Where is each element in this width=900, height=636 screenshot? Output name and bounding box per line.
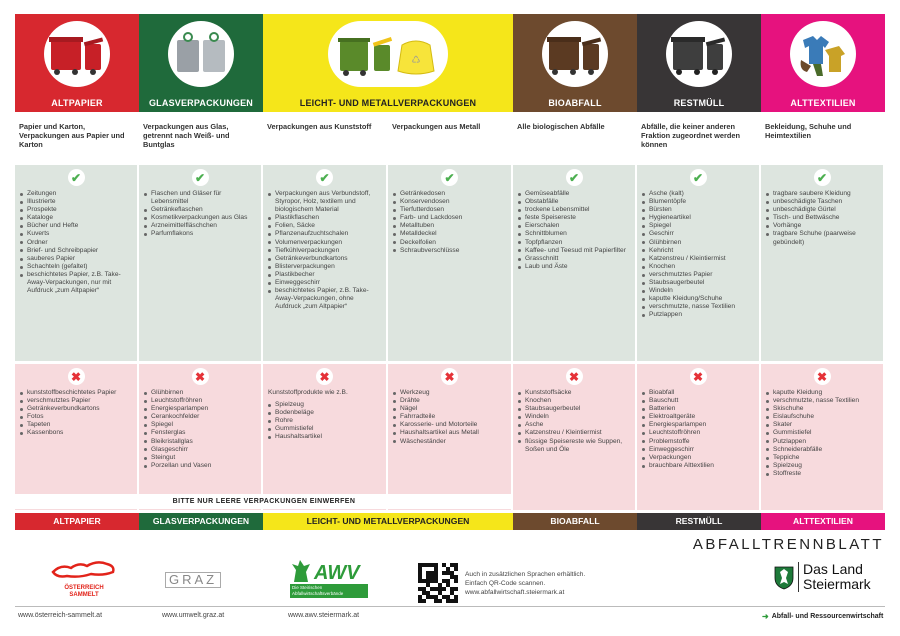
graz-logo[interactable] — [165, 572, 221, 588]
item-list — [268, 401, 381, 441]
header-label: GLASVERPACKUNGEN — [148, 98, 254, 108]
list-item: Folien, Säcke — [268, 222, 381, 230]
list-item: Blumentöpfe — [642, 198, 754, 206]
awv-logo[interactable] — [290, 558, 368, 598]
list-item: Tisch- und Bettwäsche — [766, 214, 878, 222]
list-item: Pflanzenaufzuchtschalen — [268, 230, 381, 238]
item-list — [518, 190, 630, 271]
list-item: Bleikristallglas — [144, 438, 256, 446]
empty-packaging-notice: BITTE NUR LEERE VERPACKUNGEN EINWERFEN — [15, 494, 513, 509]
list-item: Karosserie- und Motorteile — [393, 421, 506, 429]
logo-text: GRAZ — [165, 572, 221, 588]
list-item: Problemstoffe — [642, 438, 754, 446]
list-item: Schnittblumen — [518, 230, 630, 238]
glass-containers-icon — [168, 21, 234, 87]
grey-bins-icon — [666, 21, 732, 87]
list-item: Werkzeug — [393, 389, 506, 397]
header-label: RESTMÜLL — [673, 98, 725, 108]
list-item: kaputte Kleidung — [766, 389, 878, 397]
allowed-column-3 — [388, 165, 511, 361]
allowed-column-6 — [761, 165, 883, 361]
cross-icon: ✖ — [192, 368, 209, 385]
description-glas: Verpackungen aus Glas, getrennt nach Weiß- und Buntglas — [143, 122, 230, 149]
list-item: Verpackungen — [642, 454, 754, 462]
steiermark-logo[interactable] — [774, 562, 871, 592]
page-title: ABFALLTRENNBLATT — [692, 536, 884, 553]
list-item: Obstabfälle — [518, 198, 630, 206]
list-item: sauberes Papier — [20, 255, 132, 263]
description-metall: Verpackungen aus Metall — [392, 122, 481, 131]
list-item: Metalldeckel — [393, 230, 506, 238]
qr-code-icon[interactable] — [418, 563, 458, 603]
list-item: Glühbirnen — [642, 239, 754, 247]
list-item: Spielzeug — [766, 462, 878, 470]
description-bio: Alle biologischen Abfälle — [517, 122, 605, 131]
allowed-column-0 — [15, 165, 137, 361]
list-item: Geschirr — [642, 230, 754, 238]
department-label — [762, 612, 883, 621]
cross-icon: ✖ — [441, 368, 458, 385]
url-oesterreich-sammelt[interactable]: www.österreich-sammelt.at — [18, 612, 103, 619]
list-item: Porzellan und Vasen — [144, 462, 256, 470]
list-item: Knochen — [518, 397, 630, 405]
department-text: Abfall- und Ressourcenwirtschaft — [771, 613, 884, 620]
list-item: Teppiche — [766, 454, 878, 462]
list-item: Volumenverpackungen — [268, 239, 381, 247]
list-item: unbeschädigte Gürtel — [766, 206, 878, 214]
item-list — [766, 190, 878, 247]
list-item: Batterien — [642, 405, 754, 413]
forbidden-column-2 — [263, 364, 386, 510]
header-rest — [637, 14, 761, 112]
list-item: Fahrradteile — [393, 413, 506, 421]
list-item: Schraubverschlüsse — [393, 247, 506, 255]
item-list — [642, 190, 754, 320]
item-list — [518, 389, 630, 454]
item-list — [642, 389, 754, 470]
list-item: Laub und Äste — [518, 263, 630, 271]
url-umwelt-graz[interactable]: www.umwelt.graz.at — [162, 612, 225, 619]
description-kunststoff: Verpackungen aus Kunststoff — [267, 122, 372, 131]
list-item: Windeln — [518, 413, 630, 421]
list-item: Fotos — [20, 413, 132, 421]
list-item: Bodenbeläge — [268, 409, 381, 417]
item-list — [766, 389, 878, 478]
list-item: Katzenstreu / Kleintiermist — [518, 429, 630, 437]
list-item: Katzenstreu / Kleintiermist — [642, 255, 754, 263]
check-icon: ✔ — [690, 169, 707, 186]
list-item: Flaschen und Gläser für Lebensmittel — [144, 190, 256, 206]
logo-text: ÖSTERREICH SAMMELT — [64, 585, 104, 598]
header-leicht — [263, 14, 513, 112]
list-item: verschmutzte, nasse Textilien — [766, 397, 878, 405]
item-list — [393, 190, 506, 255]
list-item: Einweggeschirr — [642, 446, 754, 454]
clothes-icon — [790, 21, 856, 87]
allowed-column-1 — [139, 165, 261, 361]
list-item: Hygieneartikel — [642, 214, 754, 222]
header-label: ALTTEXTILIEN — [790, 98, 856, 108]
band-bio: BIOABFALL — [513, 513, 637, 530]
band-leicht: LEICHT- UND METALLVERPACKUNGEN — [263, 513, 513, 530]
list-item: Fensterglas — [144, 429, 256, 437]
item-list — [144, 190, 256, 239]
list-item: Gummistiefel — [268, 425, 381, 433]
qr-text-line: Auch in zusätzlichen Sprachen erhältlich. — [465, 571, 586, 578]
list-item: verschmutztes Papier — [20, 397, 132, 405]
list-item: Gummistiefel — [766, 429, 878, 437]
list-item: Plastikbecher — [268, 271, 381, 279]
list-item: Asche — [518, 421, 630, 429]
list-item: Windeln — [642, 287, 754, 295]
list-item: Bücher und Hefte — [20, 222, 132, 230]
list-item: Metalltuben — [393, 222, 506, 230]
list-item: verschmutztes Papier — [642, 271, 754, 279]
description-altpapier: Papier und Karton, Verpackungen aus Papier und Karton — [19, 122, 125, 149]
forbidden-column-4 — [513, 364, 635, 510]
list-item: Getränkeverbundkartons — [20, 405, 132, 413]
list-item: Plastikflaschen — [268, 214, 381, 222]
cross-icon: ✖ — [690, 368, 707, 385]
allowed-column-5 — [637, 165, 759, 361]
list-item: Nägel — [393, 405, 506, 413]
list-item: Tiefkühlverpackungen — [268, 247, 381, 255]
cross-icon: ✖ — [814, 368, 831, 385]
red-bins-icon — [44, 21, 110, 87]
qr-text-link[interactable]: www.abfallwirtschaft.steiermark.at — [465, 589, 565, 596]
austria-map-icon — [51, 558, 117, 580]
logo-text: AWV — [314, 562, 360, 584]
list-item: Deckelfolien — [393, 239, 506, 247]
list-item: Haushaltsartikel aus Metall — [393, 429, 506, 437]
header-altpapier — [15, 14, 139, 112]
description-rest: Abfälle, die keiner anderen Fraktion zugeordnet werden können — [641, 122, 740, 149]
list-item: Bioabfall — [642, 389, 754, 397]
list-item: feste Speisereste — [518, 214, 630, 222]
list-item: Drähte — [393, 397, 506, 405]
list-item: Elektroaltgeräte — [642, 413, 754, 421]
list-item: Brief- und Schreibpapier — [20, 247, 132, 255]
forbidden-column-3 — [388, 364, 511, 510]
check-icon: ✔ — [192, 169, 209, 186]
arrow-right-icon: ➜ — [762, 612, 769, 621]
svg-text:♺: ♺ — [411, 55, 421, 66]
item-list — [144, 389, 256, 470]
list-item: Bürsten — [642, 206, 754, 214]
list-item: trockene Lebensmittel — [518, 206, 630, 214]
item-list — [20, 389, 132, 438]
list-item: Energiesparlampen — [144, 405, 256, 413]
list-item: Blisterverpackungen — [268, 263, 381, 271]
list-item: Skater — [766, 421, 878, 429]
forbidden-column-6 — [761, 364, 883, 510]
list-item: Putzlappen — [766, 438, 878, 446]
list-item: Tapeten — [20, 421, 132, 429]
list-item: Getränkedosen — [393, 190, 506, 198]
allowed-items-grid — [15, 165, 885, 361]
list-item: unbeschädigte Taschen — [766, 198, 878, 206]
qr-text-line: Einfach QR-Code scannen. — [465, 580, 546, 587]
list-item: Illustrierte — [20, 198, 132, 206]
forbidden-items-grid — [15, 364, 885, 510]
qr-info-text — [465, 570, 585, 597]
cross-icon: ✖ — [68, 368, 85, 385]
list-item: Verpackungen aus Verbundstoff, Styropor, Holz, textilem und biologischem Material — [268, 190, 381, 214]
item-list — [20, 190, 132, 295]
list-item: Grasschnitt — [518, 255, 630, 263]
list-item: Rohre — [268, 417, 381, 425]
list-item: Leuchtstoffröhren — [144, 397, 256, 405]
list-item: Knochen — [642, 263, 754, 271]
band-glas: GLASVERPACKUNGEN — [139, 513, 263, 530]
list-item: Haushaltsartikel — [268, 433, 381, 441]
list-item: Glasgeschirr — [144, 446, 256, 454]
list-item: Bauschutt — [642, 397, 754, 405]
list-item: Spielzeug — [268, 401, 381, 409]
oesterreich-sammelt-logo[interactable] — [48, 558, 120, 599]
check-icon: ✔ — [814, 169, 831, 186]
list-item: Zeitungen — [20, 190, 132, 198]
header-glas — [139, 14, 263, 112]
allowed-column-4 — [513, 165, 635, 361]
list-item: Parfumflakons — [144, 230, 256, 238]
list-item: Arzneimittelfläschchen — [144, 222, 256, 230]
list-item: Glühbirnen — [144, 389, 256, 397]
list-item: Schneiderabfälle — [766, 446, 878, 454]
header-label: ALTPAPIER — [51, 98, 103, 108]
list-item: Energiesparlampen — [642, 421, 754, 429]
list-item: Asche (kalt) — [642, 190, 754, 198]
list-item: Farb- und Lackdosen — [393, 214, 506, 222]
list-item: verschmutzte, nasse Textilien — [642, 303, 754, 311]
check-icon: ✔ — [566, 169, 583, 186]
cross-icon: ✖ — [316, 368, 333, 385]
list-item: Putzlappen — [642, 311, 754, 319]
list-item: kunststoffbeschichtetes Papier — [20, 389, 132, 397]
list-item: Eierschalen — [518, 222, 630, 230]
logo-line: Steiermark — [803, 576, 871, 592]
cross-icon: ✖ — [566, 368, 583, 385]
coat-of-arms-icon — [774, 564, 794, 590]
brown-bins-icon — [542, 21, 608, 87]
list-item: Spiegel — [144, 421, 256, 429]
list-item: Einweggeschirr — [268, 279, 381, 287]
logo-subtext: Die Steirischen Abfallwirtschaftsverbände — [290, 584, 368, 598]
list-item: Wäscheständer — [393, 438, 506, 446]
band-rest: RESTMÜLL — [637, 513, 761, 530]
list-item: Getränkeverbundkartons — [268, 255, 381, 263]
item-list — [393, 389, 506, 446]
list-item: tragbare saubere Kleidung — [766, 190, 878, 198]
list-item: Kehricht — [642, 247, 754, 255]
list-item: Kosmetikverpackungen aus Glas — [144, 214, 256, 222]
list-item: Konservendosen — [393, 198, 506, 206]
list-item: Schachteln (gefaltet) — [20, 263, 132, 271]
list-item: tragbare Schuhe (paarweise gebündelt) — [766, 230, 878, 246]
category-footer-band — [15, 513, 885, 530]
list-item: Stoffreste — [766, 470, 878, 478]
check-icon: ✔ — [441, 169, 458, 186]
forbidden-column-0 — [15, 364, 137, 510]
item-list — [268, 190, 381, 311]
logo-line: Das Land — [803, 561, 863, 577]
header-label: BIOABFALL — [548, 98, 602, 108]
check-icon: ✔ — [68, 169, 85, 186]
footer-divider — [15, 606, 885, 607]
list-item: Skischuhe — [766, 405, 878, 413]
list-item: Ordner — [20, 239, 132, 247]
list-item: Cerankochfelder — [144, 413, 256, 421]
description-row — [15, 118, 885, 149]
list-item: Prospekte — [20, 206, 132, 214]
list-item: Eislaufschuhe — [766, 413, 878, 421]
list-item: Staubsaugerbeutel — [642, 279, 754, 287]
list-item: Vorhänge — [766, 222, 878, 230]
list-item: beschichtetes Papier, z.B. Take-Away-Verpackungen, nur mit Aufdruck „zum Altpapier“ — [20, 271, 132, 295]
list-item: Kataloge — [20, 214, 132, 222]
list-item: Steingut — [144, 454, 256, 462]
allowed-column-2 — [263, 165, 386, 361]
yellow-bin-and-bag-icon — [328, 21, 448, 87]
panther-icon — [290, 558, 312, 584]
list-item: beschichtetes Papier, z.B. Take-Away-Verpackungen, ohne Aufdruck „zum Altpapier“ — [268, 287, 381, 311]
header-bio — [513, 14, 637, 112]
list-item: Kaffee- und Teesud mit Papierfilter — [518, 247, 630, 255]
forbidden-column-5 — [637, 364, 759, 510]
header-textil — [761, 14, 885, 112]
band-textil: ALTTEXTILIEN — [761, 513, 885, 530]
list-item: kaputte Kleidung/Schuhe — [642, 295, 754, 303]
list-item: Getränkeflaschen — [144, 206, 256, 214]
list-item: Gemüseabfälle — [518, 190, 630, 198]
band-altpapier: ALTPAPIER — [15, 513, 139, 530]
list-item: flüssige Speisereste wie Suppen, Soßen und Öle — [518, 438, 630, 454]
url-awv-steiermark[interactable]: www.awv.steiermark.at — [288, 612, 360, 619]
list-item: Spiegel — [642, 222, 754, 230]
list-item: Topfpflanzen — [518, 239, 630, 247]
forbidden-column-1 — [139, 364, 261, 510]
list-item: Kunststoffsäcke — [518, 389, 630, 397]
column-note: Kunststoffprodukte wie z.B. — [268, 389, 348, 396]
list-item: Kuverts — [20, 230, 132, 238]
description-textil: Bekleidung, Schuhe und Heimtextilien — [765, 122, 852, 140]
header-label: LEICHT- UND METALLVERPACKUNGEN — [299, 98, 477, 108]
list-item: Staubsaugerbeutel — [518, 405, 630, 413]
list-item: Tierfutterdosen — [393, 206, 506, 214]
category-header — [15, 14, 885, 112]
check-icon: ✔ — [316, 169, 333, 186]
list-item: Leuchtstoffröhren — [642, 429, 754, 437]
list-item: Kassenbons — [20, 429, 132, 437]
list-item: brauchbare Alttextilien — [642, 462, 754, 470]
